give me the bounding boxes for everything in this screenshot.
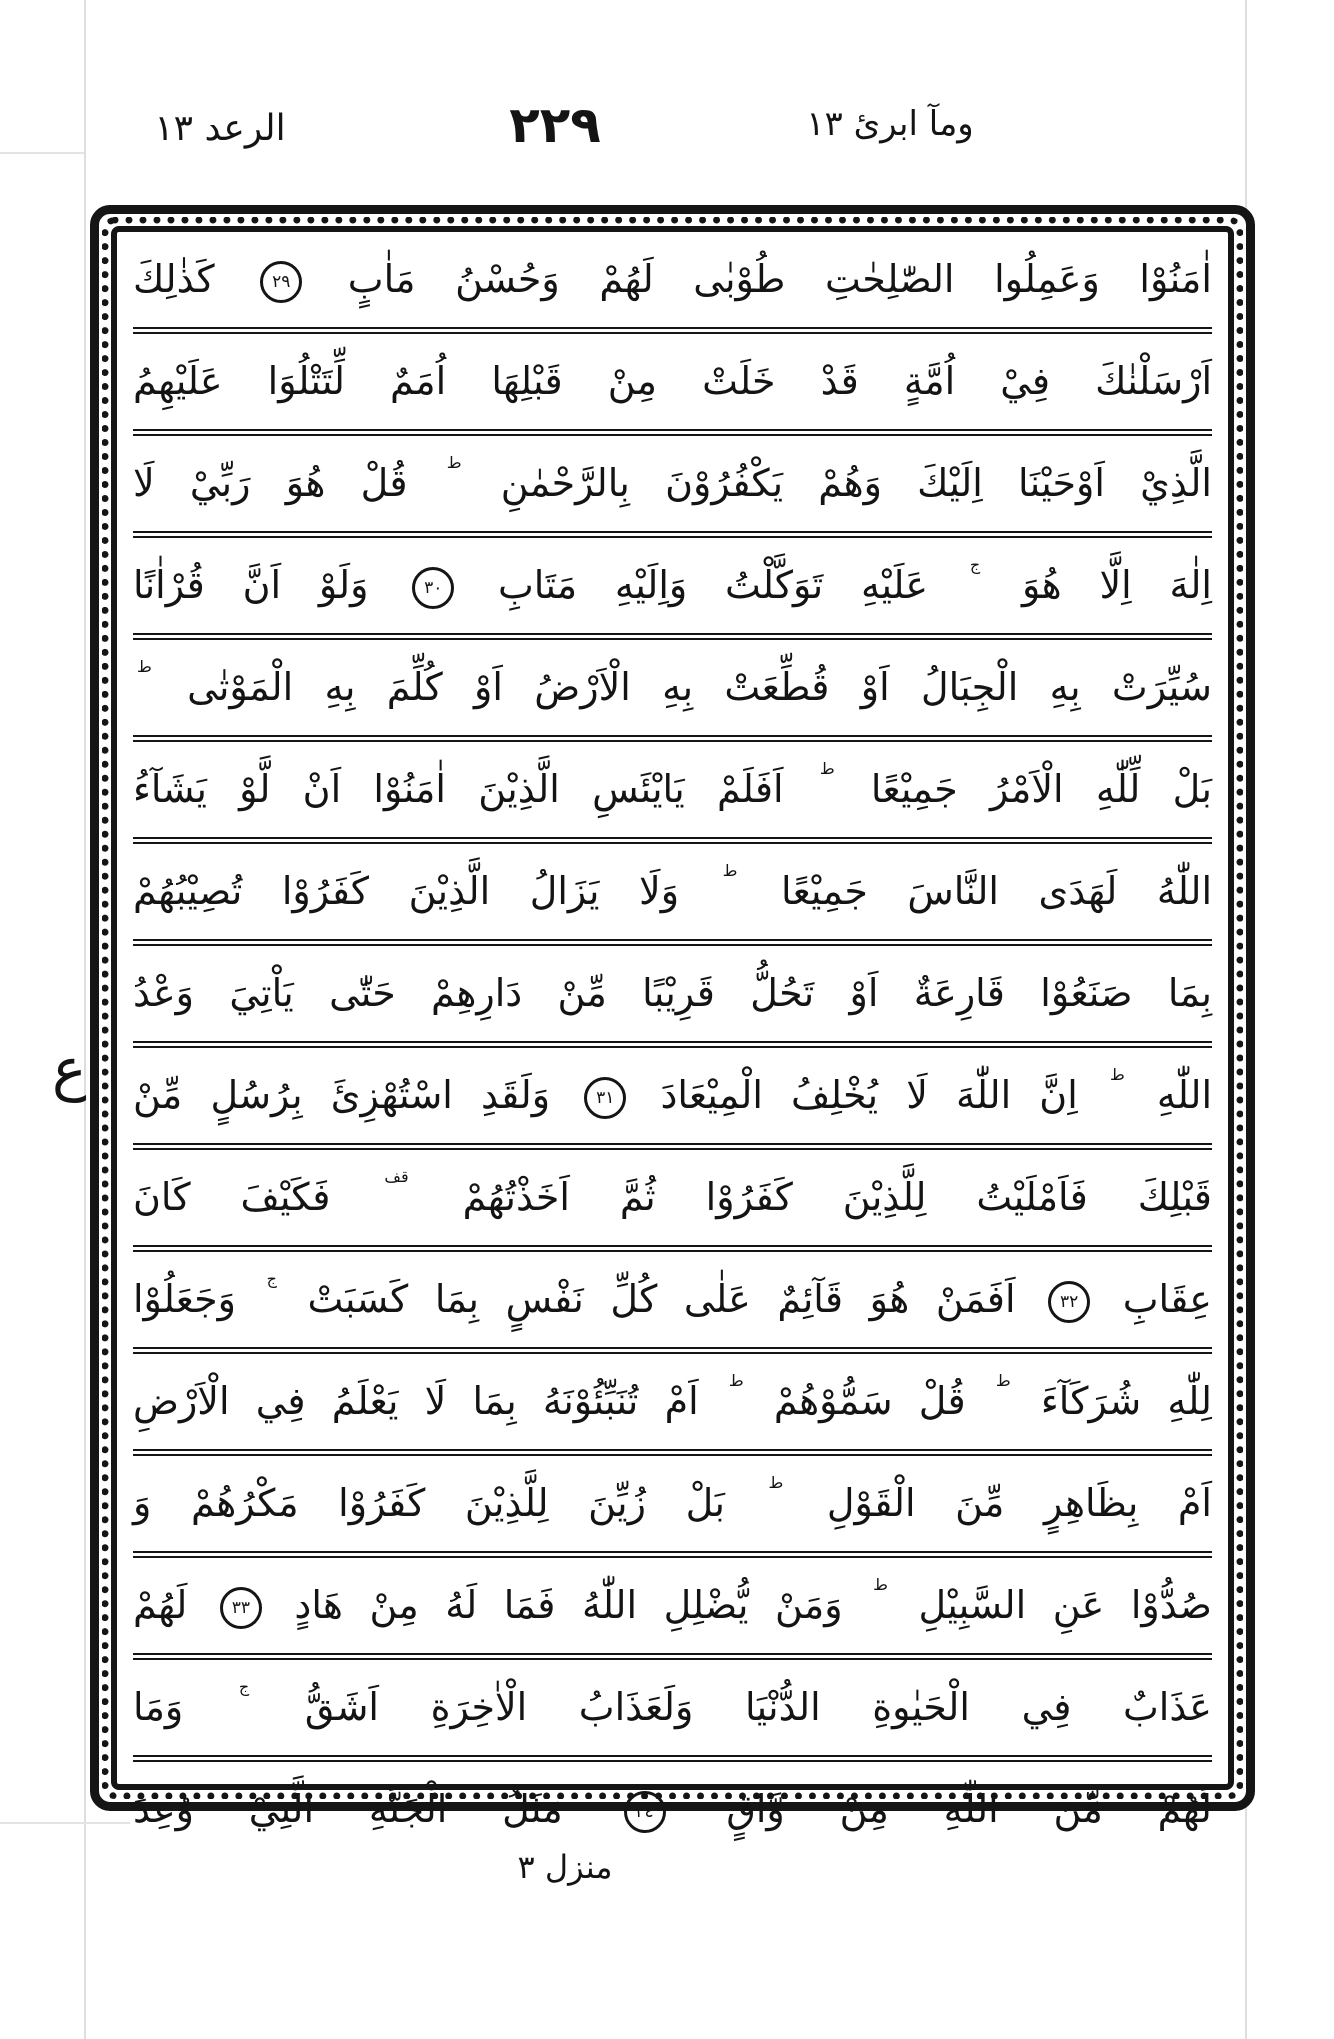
quran-line bbox=[133, 1558, 1212, 1660]
waqf-mark: ج bbox=[238, 1677, 250, 1697]
ayah-text: سُيِّرَتْ بِهِ الْجِبَالُ اَوْ قُطِّعَتْ بِهِ الْاَرْضُ اَوْ كُلِّمَ بِهِ الْمَوْتٰى bbox=[187, 665, 1212, 709]
quran-line bbox=[133, 1354, 1212, 1456]
waqf-mark: ط bbox=[995, 1371, 1011, 1391]
ayah-text: لَهُمْ bbox=[133, 1583, 188, 1627]
quran-line bbox=[133, 1456, 1212, 1558]
ayah-number-marker: ٣١ bbox=[584, 1077, 626, 1119]
waqf-mark: ط bbox=[446, 453, 462, 473]
ayah-text: اِنَّ اللّٰهَ لَا يُخْلِفُ الْمِيْعَادَ bbox=[660, 1073, 1078, 1117]
quran-line bbox=[133, 844, 1212, 946]
quran-line bbox=[133, 1762, 1212, 1857]
quran-line bbox=[133, 1150, 1212, 1252]
ayah-number-marker: ٣٢ bbox=[1048, 1281, 1090, 1323]
ayah-text: قُلْ هُوَ رَبِّيْ لَا bbox=[133, 461, 408, 505]
quran-line bbox=[133, 334, 1212, 436]
quran-line bbox=[133, 538, 1212, 640]
ayah-text: مَثَلُ الْجَنَّةِ الَّتِيْ وُعِدَ bbox=[133, 1787, 563, 1831]
quran-line bbox=[133, 1048, 1212, 1150]
ayah-text: اَفَلَمْ يَايْئَسِ الَّذِيْنَ اٰمَنُوْا اَنْ لَّوْ يَشَآءُ bbox=[133, 767, 784, 811]
ayah-text: كَذٰلِكَ bbox=[133, 257, 215, 301]
ayah-text: صُدُّوْا عَنِ السَّبِيْلِ bbox=[918, 1583, 1212, 1627]
surah-name: الرعد ١٣ bbox=[154, 108, 286, 149]
ayah-text: اَمْ تُنَبِّئُوْنَهُ بِمَا لَا يَعْلَمُ فِي الْاَرْضِ bbox=[133, 1379, 699, 1423]
ayah-text: اَمْ بِظَاهِرٍ مِّنَ الْقَوْلِ bbox=[826, 1481, 1212, 1525]
ayah-text: لَهُمْ مِّنَ اللّٰهِ مِنْ وَّاقٍ bbox=[726, 1787, 1212, 1831]
waqf-mark: ط bbox=[728, 1371, 744, 1391]
ayah-text: اَرْسَلْنٰكَ فِيْ اُمَّةٍ قَدْ خَلَتْ مِنْ قَبْلِهَا اُمَمٌ لِّتَتْلُوَا عَلَيْهِمُ bbox=[133, 359, 1212, 403]
ayah-text: عَذَابٌ فِي الْحَيٰوةِ الدُّنْيَا وَلَعَذَابُ الْاٰخِرَةِ اَشَقُّ bbox=[304, 1685, 1212, 1729]
ayah-text: اَفَمَنْ هُوَ قَآئِمٌ عَلٰى كُلِّ نَفْسٍ بِمَا كَسَبَتْ bbox=[307, 1277, 1016, 1321]
ayah-text: وَمَنْ يُّضْلِلِ اللّٰهُ فَمَا لَهُ مِنْ هَادٍ bbox=[294, 1583, 843, 1627]
ayah-text: بَلْ لِّلّٰهِ الْاَمْرُ جَمِيْعًا bbox=[870, 767, 1212, 811]
ayah-number-marker: ٣٤ bbox=[624, 1791, 666, 1833]
ayah-text: فَكَيْفَ كَانَ bbox=[133, 1175, 331, 1219]
manzil-label: منزل ٣ bbox=[517, 1848, 613, 1886]
waqf-mark: ط bbox=[768, 1473, 784, 1493]
ruku-ain-letter: ع bbox=[52, 1035, 87, 1103]
quran-line bbox=[133, 232, 1212, 334]
scan-artifact-line-top bbox=[0, 152, 85, 154]
waqf-mark: ط bbox=[819, 759, 835, 779]
juz-name: ومآ ابرئ ١٣ bbox=[806, 104, 974, 144]
waqf-mark: ط bbox=[873, 1575, 888, 1595]
ayah-text: لِلّٰهِ شُرَكَآءَ bbox=[1040, 1379, 1212, 1423]
ayah-text: قُلْ سَمُّوْهُمْ bbox=[773, 1379, 966, 1423]
waqf-mark: قف bbox=[384, 1167, 409, 1187]
ayah-text: اللّٰهُ لَهَدَى النَّاسَ جَمِيْعًا bbox=[781, 869, 1212, 913]
page-edge-line-left bbox=[84, 0, 86, 2039]
ayah-text: اِلٰهَ اِلَّا هُوَ bbox=[1022, 563, 1212, 607]
waqf-mark: ط bbox=[1109, 1065, 1125, 1085]
ayah-number-marker: ٣٠ bbox=[412, 567, 454, 609]
quran-lines bbox=[111, 226, 1234, 1831]
ayah-text: وَلَقَدِ اسْتُهْزِئَ بِرُسُلٍ مِّنْ bbox=[133, 1073, 551, 1117]
ayah-text: الَّذِيْ اَوْحَيْنَا اِلَيْكَ وَهُمْ يَكْفُرُوْنَ بِالرَّحْمٰنِ bbox=[500, 461, 1212, 505]
ayah-text: عَلَيْهِ تَوَكَّلْتُ وَاِلَيْهِ مَتَابِ bbox=[497, 563, 929, 607]
quran-line bbox=[133, 946, 1212, 1048]
page-number: ٢٢٩ bbox=[509, 96, 601, 154]
quran-line bbox=[133, 640, 1212, 742]
ayah-text: بَلْ زُيِّنَ لِلَّذِيْنَ كَفَرُوْا مَكْرُهُمْ وَ bbox=[133, 1481, 725, 1525]
waqf-mark: ط bbox=[722, 861, 738, 881]
quran-line bbox=[133, 1660, 1212, 1762]
text-frame-ornament-border bbox=[102, 217, 1243, 1831]
ayah-text: قَبْلِكَ فَاَمْلَيْتُ لِلَّذِيْنَ كَفَرُوْا ثُمَّ اَخَذْتُهُمْ bbox=[462, 1175, 1212, 1219]
ayah-text: وَلَا يَزَالُ الَّذِيْنَ كَفَرُوْا تُصِيْبُهُمْ bbox=[133, 869, 680, 913]
ayah-text: بِمَا صَنَعُوْا قَارِعَةٌ اَوْ تَحُلُّ قَرِيْبًا مِّنْ دَارِهِمْ حَتّٰى يَاْتِيَ وَعْدُ bbox=[133, 971, 1212, 1015]
ayah-text: وَمَا bbox=[133, 1685, 184, 1729]
ayah-text: اللّٰهِ bbox=[1156, 1073, 1212, 1117]
ayah-text: وَلَوْ اَنَّ قُرْاٰنًا bbox=[133, 563, 369, 607]
quran-line bbox=[133, 742, 1212, 844]
ayah-text: عِقَابِ bbox=[1122, 1277, 1212, 1321]
ayah-text: وَجَعَلُوْا bbox=[133, 1277, 236, 1321]
quran-line bbox=[133, 1252, 1212, 1354]
ayah-number-marker: ٢٩ bbox=[260, 261, 302, 303]
quran-line bbox=[133, 436, 1212, 538]
ayah-number-marker: ٣٣ bbox=[220, 1587, 262, 1629]
text-frame-outer-border bbox=[90, 205, 1255, 1831]
waqf-mark: ج bbox=[266, 1269, 277, 1289]
scan-artifact-line-bottom bbox=[0, 1822, 130, 1824]
ayah-text: اٰمَنُوْا وَعَمِلُوا الصّٰلِحٰتِ طُوْبٰى لَهُمْ وَحُسْنُ مَاٰبٍ bbox=[347, 257, 1212, 301]
waqf-mark: ج bbox=[969, 555, 981, 575]
waqf-mark: ط bbox=[137, 657, 152, 677]
